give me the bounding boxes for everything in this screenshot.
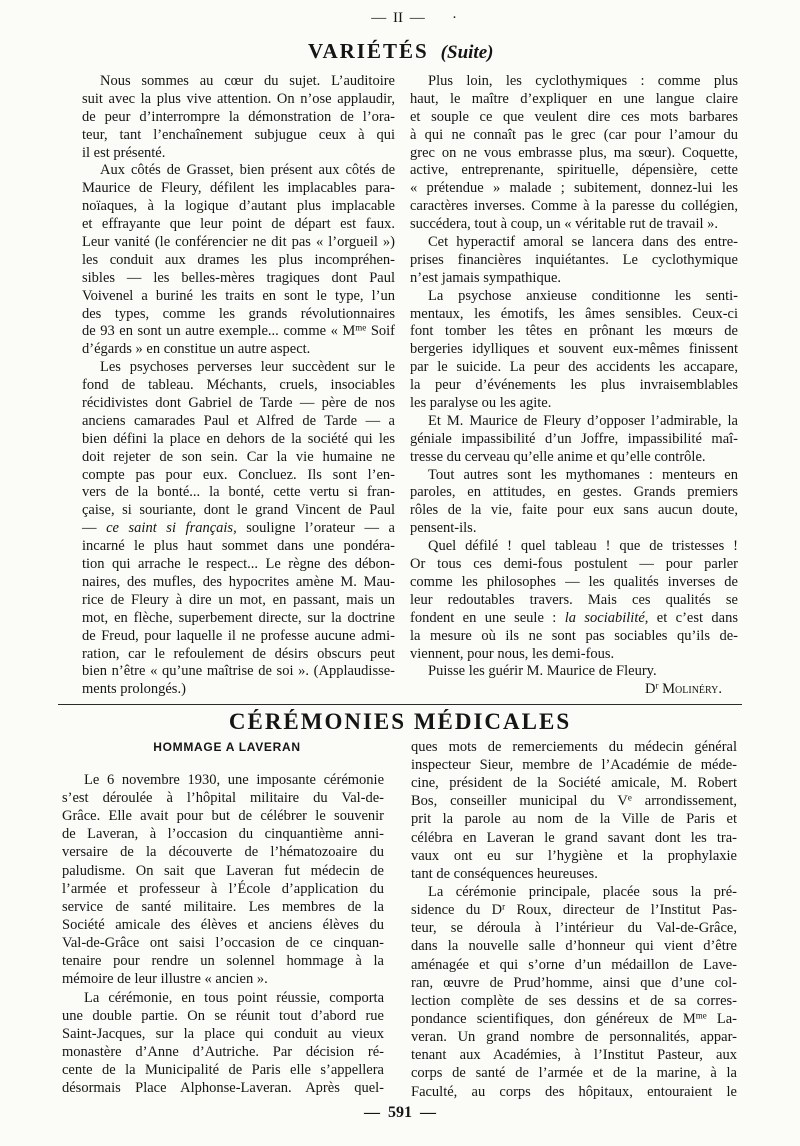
text-line: font tomber les têtes en prônant les mœurs de bbox=[410, 323, 738, 340]
text-line: Société amicale des élèves et anciens élèves du bbox=[62, 917, 384, 934]
text-line: Le 6 novembre 1930, une imposante cérémonie bbox=[84, 771, 384, 788]
section-subtitle-suite: (Suite) bbox=[440, 42, 494, 63]
article-heading-hommage-laveran: HOMMAGE A LAVERAN bbox=[153, 740, 301, 754]
text-line: Voivenel a buriné les traits en sont le type, l’un bbox=[82, 287, 395, 304]
text-line: cine, président de la Société amicale, M. Robert bbox=[411, 775, 737, 792]
text-line: paroles, en attitudes, en gestes. Grands premiers bbox=[410, 484, 738, 501]
text-line: anciens camarades Paul et Alfred de Tarde — a bbox=[82, 412, 395, 429]
text-line: versaire de la découverte de l’hématozoaire du bbox=[62, 844, 384, 861]
text-line: ments prolongés.) bbox=[82, 681, 186, 698]
text-line: tresse du cerveau qu’elle anime et qu’elle contrôle. bbox=[410, 448, 706, 465]
italic-text: la sociabilité, bbox=[564, 609, 649, 626]
text-line: géniale impassibilité d’un Joffre, impassibilité maî- bbox=[410, 430, 738, 447]
text-line: active, entreprenante, spirituelle, dépensière, cette bbox=[410, 162, 738, 179]
text-run: — bbox=[82, 520, 107, 537]
text-run: Roux, directeur de l’Institut Pas- bbox=[505, 902, 738, 919]
text-run: D bbox=[645, 681, 656, 698]
text-line: La cérémonie, en tous point réussie, comporta bbox=[84, 989, 384, 1006]
superscript: r bbox=[502, 901, 506, 912]
text-line: ques mots de remerciements du médecin général bbox=[411, 738, 737, 755]
text-line: tant de conséquences heureuses. bbox=[411, 865, 598, 882]
text-line: lection complète de ses dessins et de sa corres- bbox=[411, 992, 737, 1009]
text-line: Or tous ces demi-fous postulent — pour parler bbox=[410, 556, 738, 573]
text-line: mot, en flèche, superbement directe, sur la doctrine bbox=[82, 609, 395, 626]
varietes-right-column bbox=[410, 73, 738, 699]
text-line: de Freud, pour laquelle il ne professe aucune admi- bbox=[82, 627, 395, 644]
text-line: « prétendue » malade ; subitement, donnez-lui les bbox=[410, 180, 738, 197]
text-line: Plus loin, les cyclothymiques : comme plus bbox=[428, 73, 738, 89]
text-line: à qui ne connaît pas le grec (car pour l’amour du bbox=[410, 126, 738, 143]
text-line: La psychose anxieuse conditionne les senti- bbox=[428, 287, 738, 304]
text-line: leur redoutables travers. Mais ces qualités se bbox=[410, 591, 738, 608]
text-line: s’est déroulée à l’hôpital militaire du Val-de- bbox=[62, 790, 384, 807]
text-line bbox=[82, 520, 395, 538]
text-run: Soif bbox=[366, 323, 396, 340]
text-line: çaise, si souriante, dont le grand Vincent de Paul bbox=[82, 502, 395, 519]
text-line: viennent, pour nous, les demi-fous. bbox=[410, 645, 615, 662]
text-line: ran, œuvre de Prud’homme, ainsi que d’une col- bbox=[411, 974, 737, 991]
text-line: tenaire pour rendre un solennel hommage à la bbox=[62, 953, 384, 970]
text-line: veran. Un grand nombre de personnalités, appar- bbox=[411, 1029, 737, 1046]
text-line: suit avec la plus vive attention. On n’ose applaudir, bbox=[82, 90, 395, 107]
text-run: La- bbox=[706, 1011, 737, 1027]
text-line: par le suicide. La peur des accidents les accapare, bbox=[410, 359, 738, 376]
text-line: grec on ne vous embrasse plus, ma sœur). Coquette, bbox=[410, 144, 738, 161]
text-run: de 93 en sont un autre exemple... comme « M bbox=[82, 323, 356, 340]
text-line bbox=[411, 901, 737, 919]
text-line: prises financières inquiétantes. Le cyclothymique bbox=[410, 251, 738, 268]
text-line: Cet hyperactif amoral se lancera dans des entre- bbox=[428, 234, 738, 251]
small-caps-text: Molinéry. bbox=[658, 681, 722, 698]
text-line: de peur d’interrompre la démonstration de l’ora- bbox=[82, 108, 395, 125]
varietes-left-column bbox=[82, 73, 395, 699]
text-line: la peur d’événements les plus invraisemblables bbox=[410, 377, 738, 394]
text-line: naires, des mufles, des hypocrites amène M. Mau- bbox=[82, 573, 395, 590]
text-line: La cérémonie principale, placée sous la pré- bbox=[428, 884, 737, 901]
text-line: teur, tant l’enchaînement subjugue ceux à qui bbox=[82, 126, 395, 143]
text-line: rôles de la vie, faite pour eux sans aucun doute, bbox=[410, 502, 738, 519]
text-run: arrondissement, bbox=[631, 793, 737, 810]
text-run: souligne l’orateur — a bbox=[236, 520, 395, 537]
text-line: récidivistes dont Gabriel de Tarde — père de nos bbox=[82, 395, 395, 412]
text-line: Tout autres sont les mythomanes : menteurs en bbox=[428, 466, 738, 483]
text-line: bien défini la place en dehors de la société qui les bbox=[82, 430, 395, 447]
text-line: Maurice de Fleury, défilent les implacables para- bbox=[82, 180, 395, 197]
text-line bbox=[82, 323, 395, 341]
text-line bbox=[411, 792, 737, 810]
text-line: et effrayante que leur point de départ est faux. bbox=[82, 216, 395, 233]
folio-mark: · bbox=[452, 10, 457, 26]
text-line bbox=[411, 1010, 737, 1028]
text-line: une double partie. On se réunit tout d’abord rue bbox=[62, 1007, 384, 1024]
ceremonies-left-column bbox=[62, 771, 384, 1098]
text-line: monastère d’Anne d’Autriche. Par décision ré- bbox=[62, 1044, 384, 1060]
text-line: Les psychoses perverses leur succèdent sur le bbox=[100, 359, 395, 376]
superscript: me bbox=[695, 1010, 707, 1021]
text-line: les paralyse ou les agite. bbox=[410, 395, 552, 412]
text-line: pensent-ils. bbox=[410, 520, 477, 537]
section-title-varietes: VARIÉTÉS bbox=[308, 39, 429, 63]
text-run: pondance scientifiques, don généreux de M bbox=[411, 1011, 696, 1027]
text-line: Puisse les guérir M. Maurice de Fleury. bbox=[428, 663, 657, 680]
text-line: Grâce. Elle avait pour but de célébrer le souvenir bbox=[62, 808, 384, 825]
text-line: rice de Fleury à dire un mot, en passant, mais un bbox=[82, 591, 395, 608]
text-line: mentaux, les émotifs, les âmes sensibles. Ceux-ci bbox=[410, 305, 738, 322]
text-line: vaux ont eu sur l’hygiène et la prophylaxie bbox=[411, 847, 737, 864]
text-line: Nous sommes au cœur du sujet. L’auditoire bbox=[100, 73, 395, 89]
page-number: — 591 — bbox=[364, 1104, 436, 1121]
text-line: bergeries idylliques et souvent eux-mêmes finissent bbox=[410, 341, 738, 358]
text-line: sibles — les belles-mères tragiques dont Paul bbox=[82, 269, 395, 286]
section-title-ceremonies: CÉRÉMONIES MÉDICALES bbox=[228, 709, 572, 734]
text-line: prit la parole au nom de la Ville de Paris et bbox=[411, 811, 737, 828]
text-line: corps de santé de l’armée et de la marine, à la bbox=[411, 1065, 737, 1082]
text-line: tenant aux Académies, à l’Institut Pasteur, aux bbox=[411, 1047, 737, 1064]
text-line: teur, se déroula à l’intérieur du Val-de-Grâce, bbox=[411, 920, 737, 937]
section-divider bbox=[58, 704, 742, 705]
text-line: fond de tableau. Méchants, cruels, insociables bbox=[82, 377, 395, 394]
text-line: bien n’être « qu’une maîtrise de soi ». (Applaudisse- bbox=[82, 663, 395, 680]
text-run: et c’est dans bbox=[648, 609, 738, 626]
text-line: Saint-Jacques, sur la place qui conduit au vieux bbox=[62, 1025, 384, 1042]
superscript: e bbox=[627, 792, 632, 803]
text-line: dans la nouvelle salle d’honneur qui vient d’être bbox=[411, 938, 737, 955]
signature bbox=[410, 681, 738, 699]
text-line: de Laveran, à l’occasion du cinquantième anni- bbox=[62, 826, 384, 843]
text-line: des types, comme les grands révolutionnaires bbox=[82, 305, 395, 322]
text-line: Faculté, au corps des hôpitaux, entouraient le bbox=[411, 1083, 737, 1100]
text-line: service de santé militaire. Les membres de la bbox=[62, 898, 384, 915]
text-line: paludisme. On sait que Laveran fut médecin de bbox=[62, 862, 384, 879]
text-line: Aux côtés de Grasset, bien présent aux côtés de bbox=[100, 162, 395, 179]
text-line: les conduit aux drames les plus incompréhen- bbox=[82, 251, 395, 268]
text-line: incarné le plus haut sommet dans une pondéra- bbox=[82, 538, 395, 555]
text-line: la mesure où ils ne sont pas sociables qu’ils de- bbox=[410, 627, 738, 644]
text-line: vers de la bonté... la bonté, cette vertu si fran- bbox=[82, 484, 395, 501]
text-line: Leur vanité (le conférencier ne dit pas « l’orgueil ») bbox=[82, 234, 395, 251]
text-line: désormais Place Alphonse-Laveran. Après quel- bbox=[62, 1080, 384, 1097]
text-run: Bos, conseiller municipal du V bbox=[411, 793, 628, 810]
text-line: haut, le maître d’expliquer en une langue claire bbox=[410, 90, 738, 107]
page-folio: — II — bbox=[371, 10, 425, 26]
text-line: et souple ce que veulent dire ces mots barbares bbox=[410, 108, 738, 125]
text-line: mémoire de leur illustre « ancien ». bbox=[62, 971, 268, 988]
superscript: r bbox=[655, 680, 659, 691]
text-line: inspecteur Sieur, membre de l’Académie de méde- bbox=[411, 757, 737, 774]
text-line: d’égards » en constitue un autre aspect. bbox=[82, 341, 311, 358]
text-run: sidence du D bbox=[411, 902, 503, 919]
text-line: ration, car le refoulement de désirs obscurs peut bbox=[82, 645, 395, 662]
text-line: l’armée et professeur à l’École d’application du bbox=[62, 880, 384, 897]
ceremonies-right-column bbox=[411, 738, 737, 1101]
text-line: compte pas pour eux. Concluez. Ils sont l’en- bbox=[82, 466, 395, 483]
text-line: Et M. Maurice de Fleury d’opposer l’admirable, la bbox=[428, 412, 738, 429]
text-line: célébra en Laveran le grand savant dont les tra- bbox=[411, 829, 737, 846]
text-line: caractères inverses. Comme à la paresse du collégien, bbox=[410, 198, 738, 215]
text-run: fondent en une seule : bbox=[410, 609, 565, 626]
text-line: noïaques, à la logique d’autant plus implacable bbox=[82, 198, 395, 215]
text-line: Quel défilé ! quel tableau ! que de tristesses ! bbox=[428, 538, 738, 555]
text-line: n’est jamais sympathique. bbox=[410, 269, 562, 286]
italic-text: ce saint si français, bbox=[106, 520, 237, 537]
text-line: cente de la Municipalité de Paris elle s’appellera bbox=[62, 1062, 384, 1079]
text-line: comme les philosophes — les qualités inverses de bbox=[410, 573, 738, 590]
text-line: Val-de-Grâce ont saisi l’occasion de ce cinquan- bbox=[62, 935, 384, 952]
text-line: il est présenté. bbox=[82, 144, 166, 161]
text-line bbox=[410, 610, 738, 628]
text-line: tion qui arrache le respect... Le règne des débon- bbox=[82, 556, 395, 573]
section-heading-varietes bbox=[308, 38, 493, 64]
text-line: succédera, tout à coup, un « véritable rut de travail ». bbox=[410, 216, 719, 233]
text-line: aménagée et qui s’orne d’un médaillon de Lave- bbox=[411, 956, 737, 973]
superscript: me bbox=[355, 322, 367, 333]
text-line: doit rejeter de son sein. Car la vie humaine ne bbox=[82, 448, 395, 465]
